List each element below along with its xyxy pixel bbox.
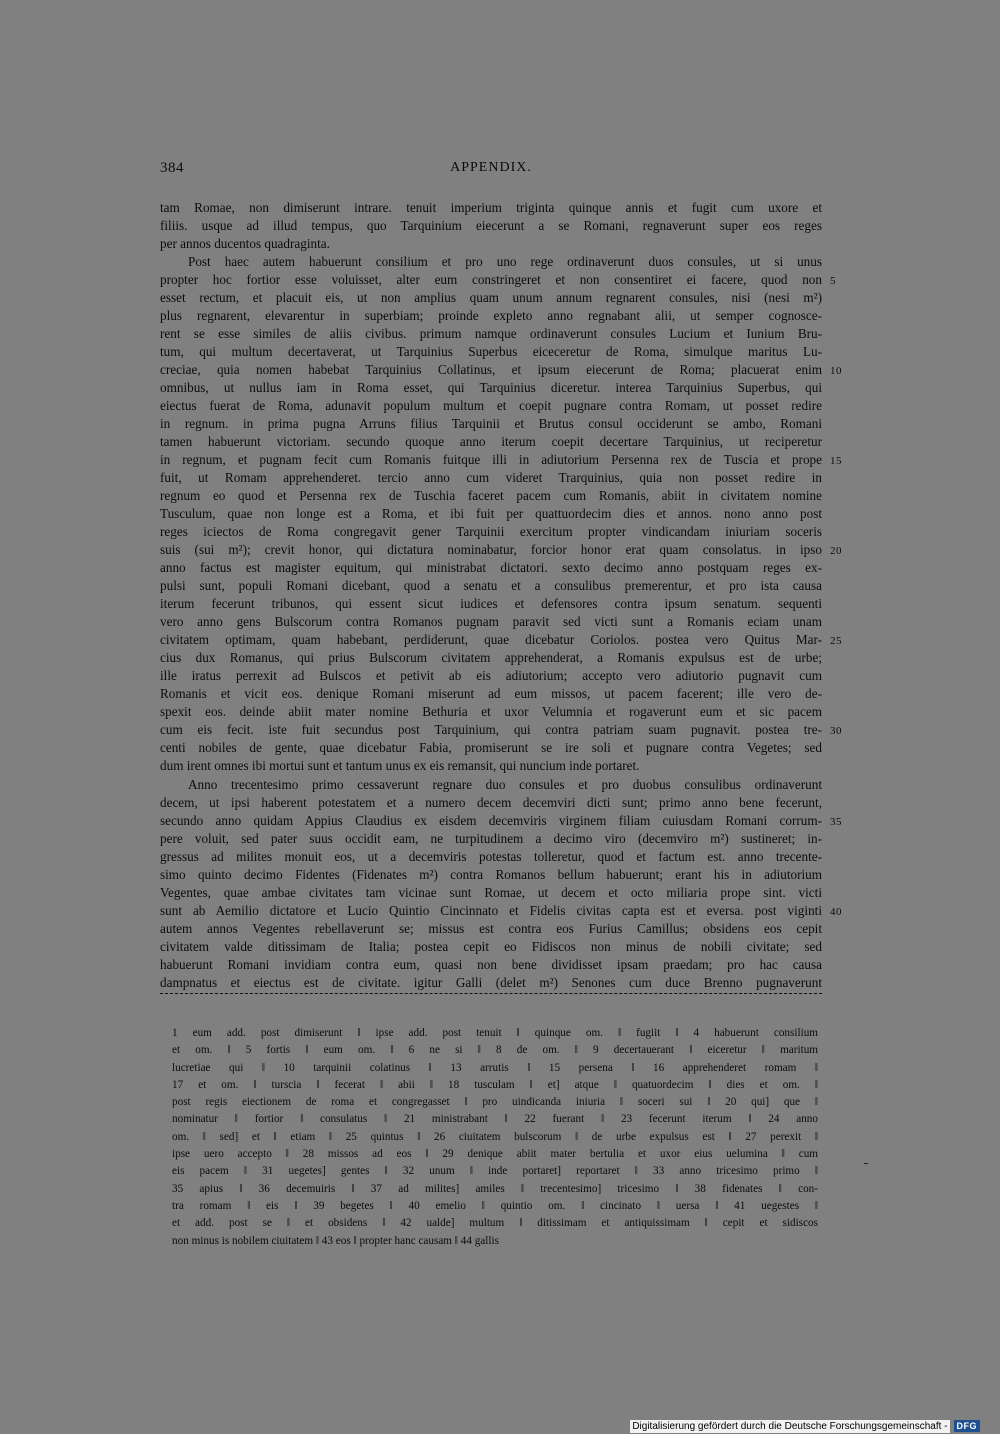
digitization-footer	[630, 1418, 980, 1434]
text-line-content: gressus ad milites monuit eos, ut a decemviris potestas tolleretur, quod et factum est. anno trecente-	[160, 848, 822, 864]
text-line-content: suis (sui m²); crevit honor, qui dictatura nominabatur, forcior honor erat quam consolatus. in ipso	[160, 542, 822, 558]
apparatus-line: 1 eum add. post dimiserunt ‖ ipse add. post tenuit ‖ quinque om. ‖ fugiit ‖ 4 habuerunt consilium	[172, 1027, 818, 1039]
text-line-content: spexit eos. deinde abiit mater nomine Bethuria et uxor Velumnia et rogaverunt eum et sic pacem	[160, 704, 822, 720]
text-line	[160, 794, 822, 812]
line-number: 5	[830, 275, 836, 288]
margin-mark	[864, 1163, 868, 1164]
page-number: 384	[160, 160, 184, 176]
text-line	[160, 451, 842, 469]
text-line	[160, 938, 822, 956]
text-line	[160, 830, 822, 848]
text-line-content: civitatem valde ditissimam de Italia; postea cepit eo Fidiscos non minus de nobili civitate; sed	[160, 938, 822, 954]
text-line-content: eiectus fuerat de Roma, adunavit populum multum et coepit pugnare contra Romam, ut posset redire	[160, 398, 822, 414]
page-header	[160, 160, 822, 184]
text-line	[160, 235, 822, 253]
text-line-content: civitatem optimam, quam habebant, perdiderunt, quae dicebatur Coriolos. postea vero Quitus Mar-	[160, 632, 822, 648]
text-line-content: simo quinto decimo Fidentes (Fidenates m²) contra Romanos bellum habuerunt; erant his in adiutorium	[160, 866, 822, 882]
text-line-content: in regnum, et pugnam fecit cum Romanis fuitque illi in adiutorium Persenna rex de Tuscia et prope	[160, 452, 822, 468]
text-line	[160, 812, 842, 830]
critical-apparatus	[172, 1025, 818, 1250]
text-line	[160, 884, 822, 902]
text-line	[160, 415, 822, 433]
text-line-content: anno factus est magister equitum, qui ministrabat dictatori. sexto decimo anno postquam reges ex-	[160, 560, 822, 576]
apparatus-line: om. ‖ sed] et ‖ etiam ‖ 25 quintus ‖ 26 ciuitatem bulscorum ‖ de urbe expulsus est ‖ 27 perexit ‖	[172, 1130, 818, 1143]
text-line	[160, 703, 822, 721]
text-line-content: Vegentes, quae ambae civitates tam vicinae sunt Romae, ut decem et octo miliaria prope sint. victi	[160, 884, 822, 900]
text-line	[160, 613, 822, 631]
text-line-content: per annos ducentos quadraginta.	[160, 236, 330, 252]
text-line	[160, 199, 822, 217]
line-number: 40	[830, 905, 842, 918]
dfg-logo-icon: DFG	[954, 1420, 981, 1432]
text-line	[160, 433, 822, 451]
text-line-content: creciae, quia nomen habebat Tarquinius Collatinus, et ipsum eiecerunt de Roma; placuerat enim	[160, 362, 822, 378]
text-line-content: in regnum. in prima pugna Arruns filius Tarquinii et Brutus consul occiderunt se ambo, Romani	[160, 416, 822, 432]
text-line-content: filiis. usque ad illud tempus, quo Tarquinium eiecerunt a se Romani, regnaverunt super eos reges	[160, 218, 822, 234]
text-line-content: tam Romae, non dimiserunt intrare. tenuit imperium triginta quinque annis et fugit cum uxore et	[160, 200, 822, 215]
text-line-content: cius dux Romanus, qui prius Bulscorum civitatem apprehenderat, a Romanis expulsus est de urbe;	[160, 650, 822, 666]
text-line	[160, 307, 822, 325]
text-line-content: secundo anno quidam Appius Claudius ex eisdem decemviris virginem filiam cuiusdam Romani corrum-	[160, 812, 822, 828]
text-line	[160, 469, 822, 487]
text-line	[160, 776, 822, 794]
text-line	[160, 595, 822, 613]
text-line	[160, 866, 822, 884]
running-head: APPENDIX.	[450, 160, 532, 175]
text-line	[160, 361, 842, 379]
text-line	[160, 289, 822, 307]
text-line-content: tamen habuerunt victoriam. secundo quoque anno iterum coepit decertare Tarquinius, ut reciperetur	[160, 434, 822, 450]
line-number: 20	[830, 545, 842, 558]
footer-credit: Digitalisierung gefördert durch die Deutsche Forschungsgemeinschaft -	[632, 1420, 948, 1432]
line-number: 15	[830, 455, 842, 468]
text-line	[160, 739, 822, 757]
text-line	[160, 685, 822, 703]
line-number: 10	[830, 365, 842, 378]
text-line	[160, 505, 822, 523]
text-line	[160, 974, 822, 992]
text-line-content: decem, ut ipsi haberent potestatem et a numero decem decemviri dicti sunt; primo anno bene fecerunt,	[160, 794, 822, 810]
text-line	[160, 523, 822, 541]
apparatus-line: post regis eiectionem de roma et congregasset ‖ pro uindicanda iniuria ‖ soceri sui ‖ 20 qui] que ‖	[172, 1096, 818, 1109]
text-line	[160, 757, 822, 775]
text-line-content: esset rectum, et placuit eis, ut non amplius quam unum annum regnarent consules, nisi (nesi m²)	[160, 290, 822, 306]
text-line	[160, 487, 822, 505]
text-line-content: tum, qui multum decertaverat, ut Tarquinius Superbus eiceceretur de Roma, simulque maritus Lu-	[160, 344, 822, 360]
text-line-content: autem annos Vegentes rebellaverunt se; missus est contra eos Furius Camillus; obsidens eos cepit	[160, 920, 822, 936]
text-line	[160, 577, 822, 595]
text-line	[160, 848, 822, 866]
text-line-content: pulsi sunt, populi Romani dicebant, quod a senatu et a consulibus premerentur, et pro ista causa	[160, 578, 822, 594]
text-line-content: ille iratus perrexit ad Bulscos et petivit ab eis adiutorium; accepto vero adiutorio pugnavit cum	[160, 668, 822, 684]
text-line-content: Post haec autem habuerunt consilium et pro uno rege ordinaverunt duos consules, ut si unus	[188, 254, 822, 270]
text-line	[160, 541, 842, 559]
text-line-content: Anno trecentesimo primo cessaverunt regnare duo consules et pro duobus consulibus ordinaverunt	[188, 776, 822, 792]
main-text-block	[160, 199, 842, 992]
line-number: 25	[830, 635, 842, 648]
text-line	[160, 559, 822, 577]
line-number: 35	[830, 815, 842, 828]
text-line-content: fuit, ut Romam apprehenderet. tercio anno cum videret Trarquinius, quia non posset redire in	[160, 470, 822, 486]
apparatus-line: ipse uero accepto ‖ 28 missos ad eos ‖ 29 denique abiit mater bertulia et uxor eius uelumina ‖ cum	[172, 1148, 818, 1161]
apparatus-line: nominatur ‖ fortior ‖ consulatus ‖ 21 ministrabant ‖ 22 fuerant ‖ 23 fecerunt iterum ‖ 24 anno	[172, 1113, 818, 1126]
text-line-content: dampnatus et eiectus est de civitate. igitur Galli (delet m²) Senones cum duce Brenno pugnaverunt	[160, 974, 822, 990]
text-line	[160, 325, 822, 343]
text-line-content: omnibus, ut nullus iam in Roma esset, qui Tarquinius diceretur. interea Tarquinius Superbus, qui	[160, 380, 822, 396]
apparatus-line: 35 apius ‖ 36 decemuiris ‖ 37 ad milites] amiles ‖ trecentesimo] tricesimo ‖ 38 fidenates ‖ con-	[172, 1182, 818, 1195]
text-line	[160, 253, 822, 271]
text-line	[160, 649, 822, 667]
text-line-content: centi nobiles de gente, quae dicebatur Fabia, promiserunt se ire soli et pugnare contra Vegetes; sed	[160, 740, 822, 756]
text-line	[160, 397, 822, 415]
text-line	[160, 721, 842, 739]
apparatus-line: lucretiae qui ‖ 10 tarquinii colatinus ‖ 13 arrutis ‖ 15 persena ‖ 16 apprehenderet romam ‖	[172, 1061, 818, 1074]
text-line	[160, 379, 822, 397]
text-line-content: plus regnarent, elevarentur in superbiam; proinde expleto anno regnabant alii, ut semper cognosce-	[160, 308, 822, 324]
apparatus-line: et add. post se ‖ et obsidens ‖ 42 ualde] multum ‖ ditissimam et antiquissimam ‖ cepit et sidiscos	[172, 1217, 818, 1230]
apparatus-line: eis pacem ‖ 31 uegetes] gentes ‖ 32 unum ‖ inde portaret] reportaret ‖ 33 anno tricesimo primo ‖	[172, 1165, 818, 1178]
text-line-content: habuerunt Romani invidiam contra eum, quasi non bene dividisset ipsam praedam; pro hac causa	[160, 956, 822, 972]
text-line	[160, 271, 836, 289]
text-line-content: dum irent omnes ibi mortui sunt et tantum unus ex eis remansit, qui nuncium inde portaret.	[160, 758, 640, 774]
text-line-content: vero anno gens Bulscorum contra Romanos pugnam paravit sed victi sunt a Romanis eciam unam	[160, 614, 822, 630]
line-number: 30	[830, 725, 842, 738]
text-line-content: reges iciectos de Roma congregavit gener Tarquinii exercitum propter vindicandam iniuriam soceris	[160, 524, 822, 540]
text-line	[160, 920, 822, 938]
text-line-content: sunt ab Aemilio dictatore et Lucio Quintio Cincinnato et Fidelis civitas capta est et eversa. post viginti	[160, 902, 822, 918]
text-line-content: iterum fecerunt tribunos, qui essent sicut iudices et defensores contra ipsum senatum. sequenti	[160, 596, 822, 612]
footnote-rule	[160, 993, 822, 994]
apparatus-line: tra romam ‖ eis ‖ 39 begetes ‖ 40 emelio ‖ quintio om. ‖ cincinato ‖ uersa ‖ 41 uegestes ‖	[172, 1199, 818, 1212]
apparatus-line: non minus is nobilem ciuitatem ‖ 43 eos ‖ propter hanc causam ‖ 44 gallis	[172, 1234, 499, 1247]
text-line-content: regnum eo quod et Persenna rex de Tuschia faceret pacem cum Romanis, abiit in civitatem nomine	[160, 488, 822, 504]
text-line	[160, 902, 842, 920]
text-line	[160, 631, 842, 649]
text-line	[160, 217, 822, 235]
text-line-content: Tusculum, quae non longe est a Roma, et ibi fuit per quattuordecim dies et annos. nono anno post	[160, 506, 822, 522]
text-line	[160, 667, 822, 685]
text-line	[160, 956, 822, 974]
apparatus-line: 17 et om. ‖ turscia ‖ fecerat ‖ abii ‖ 18 tusculam ‖ et] atque ‖ quatuordecim ‖ dies et om. ‖	[172, 1078, 818, 1091]
text-line-content: cum eis fecit. iste fuit secundus post Tarquinium, qui contra patriam suam pugnavit. postea tre-	[160, 722, 822, 738]
apparatus-line: et om. ‖ 5 fortis ‖ eum om. ‖ 6 ne si ‖ 8 de om. ‖ 9 decertauerant ‖ eiceretur ‖ maritum	[172, 1044, 818, 1057]
text-line-content: propter hoc fortior esse voluisset, alter eum constringeret et non consentiret ei facere, quod non	[160, 272, 822, 288]
text-line-content: Romanis et vicit eos. denique Romani miserunt ad eum missos, ut pacem facerent; ille vero de-	[160, 686, 822, 702]
text-line-content: pere voluit, sed pater suus occidit eam, ne turpitudinem a decimo viro (decemviro m²) sustineret; in-	[160, 830, 822, 846]
text-line-content: rent se esse similes de aliis civibus. primum namque ordinaverunt consules Lucium et Iunium Bru-	[160, 326, 822, 342]
text-line	[160, 343, 822, 361]
